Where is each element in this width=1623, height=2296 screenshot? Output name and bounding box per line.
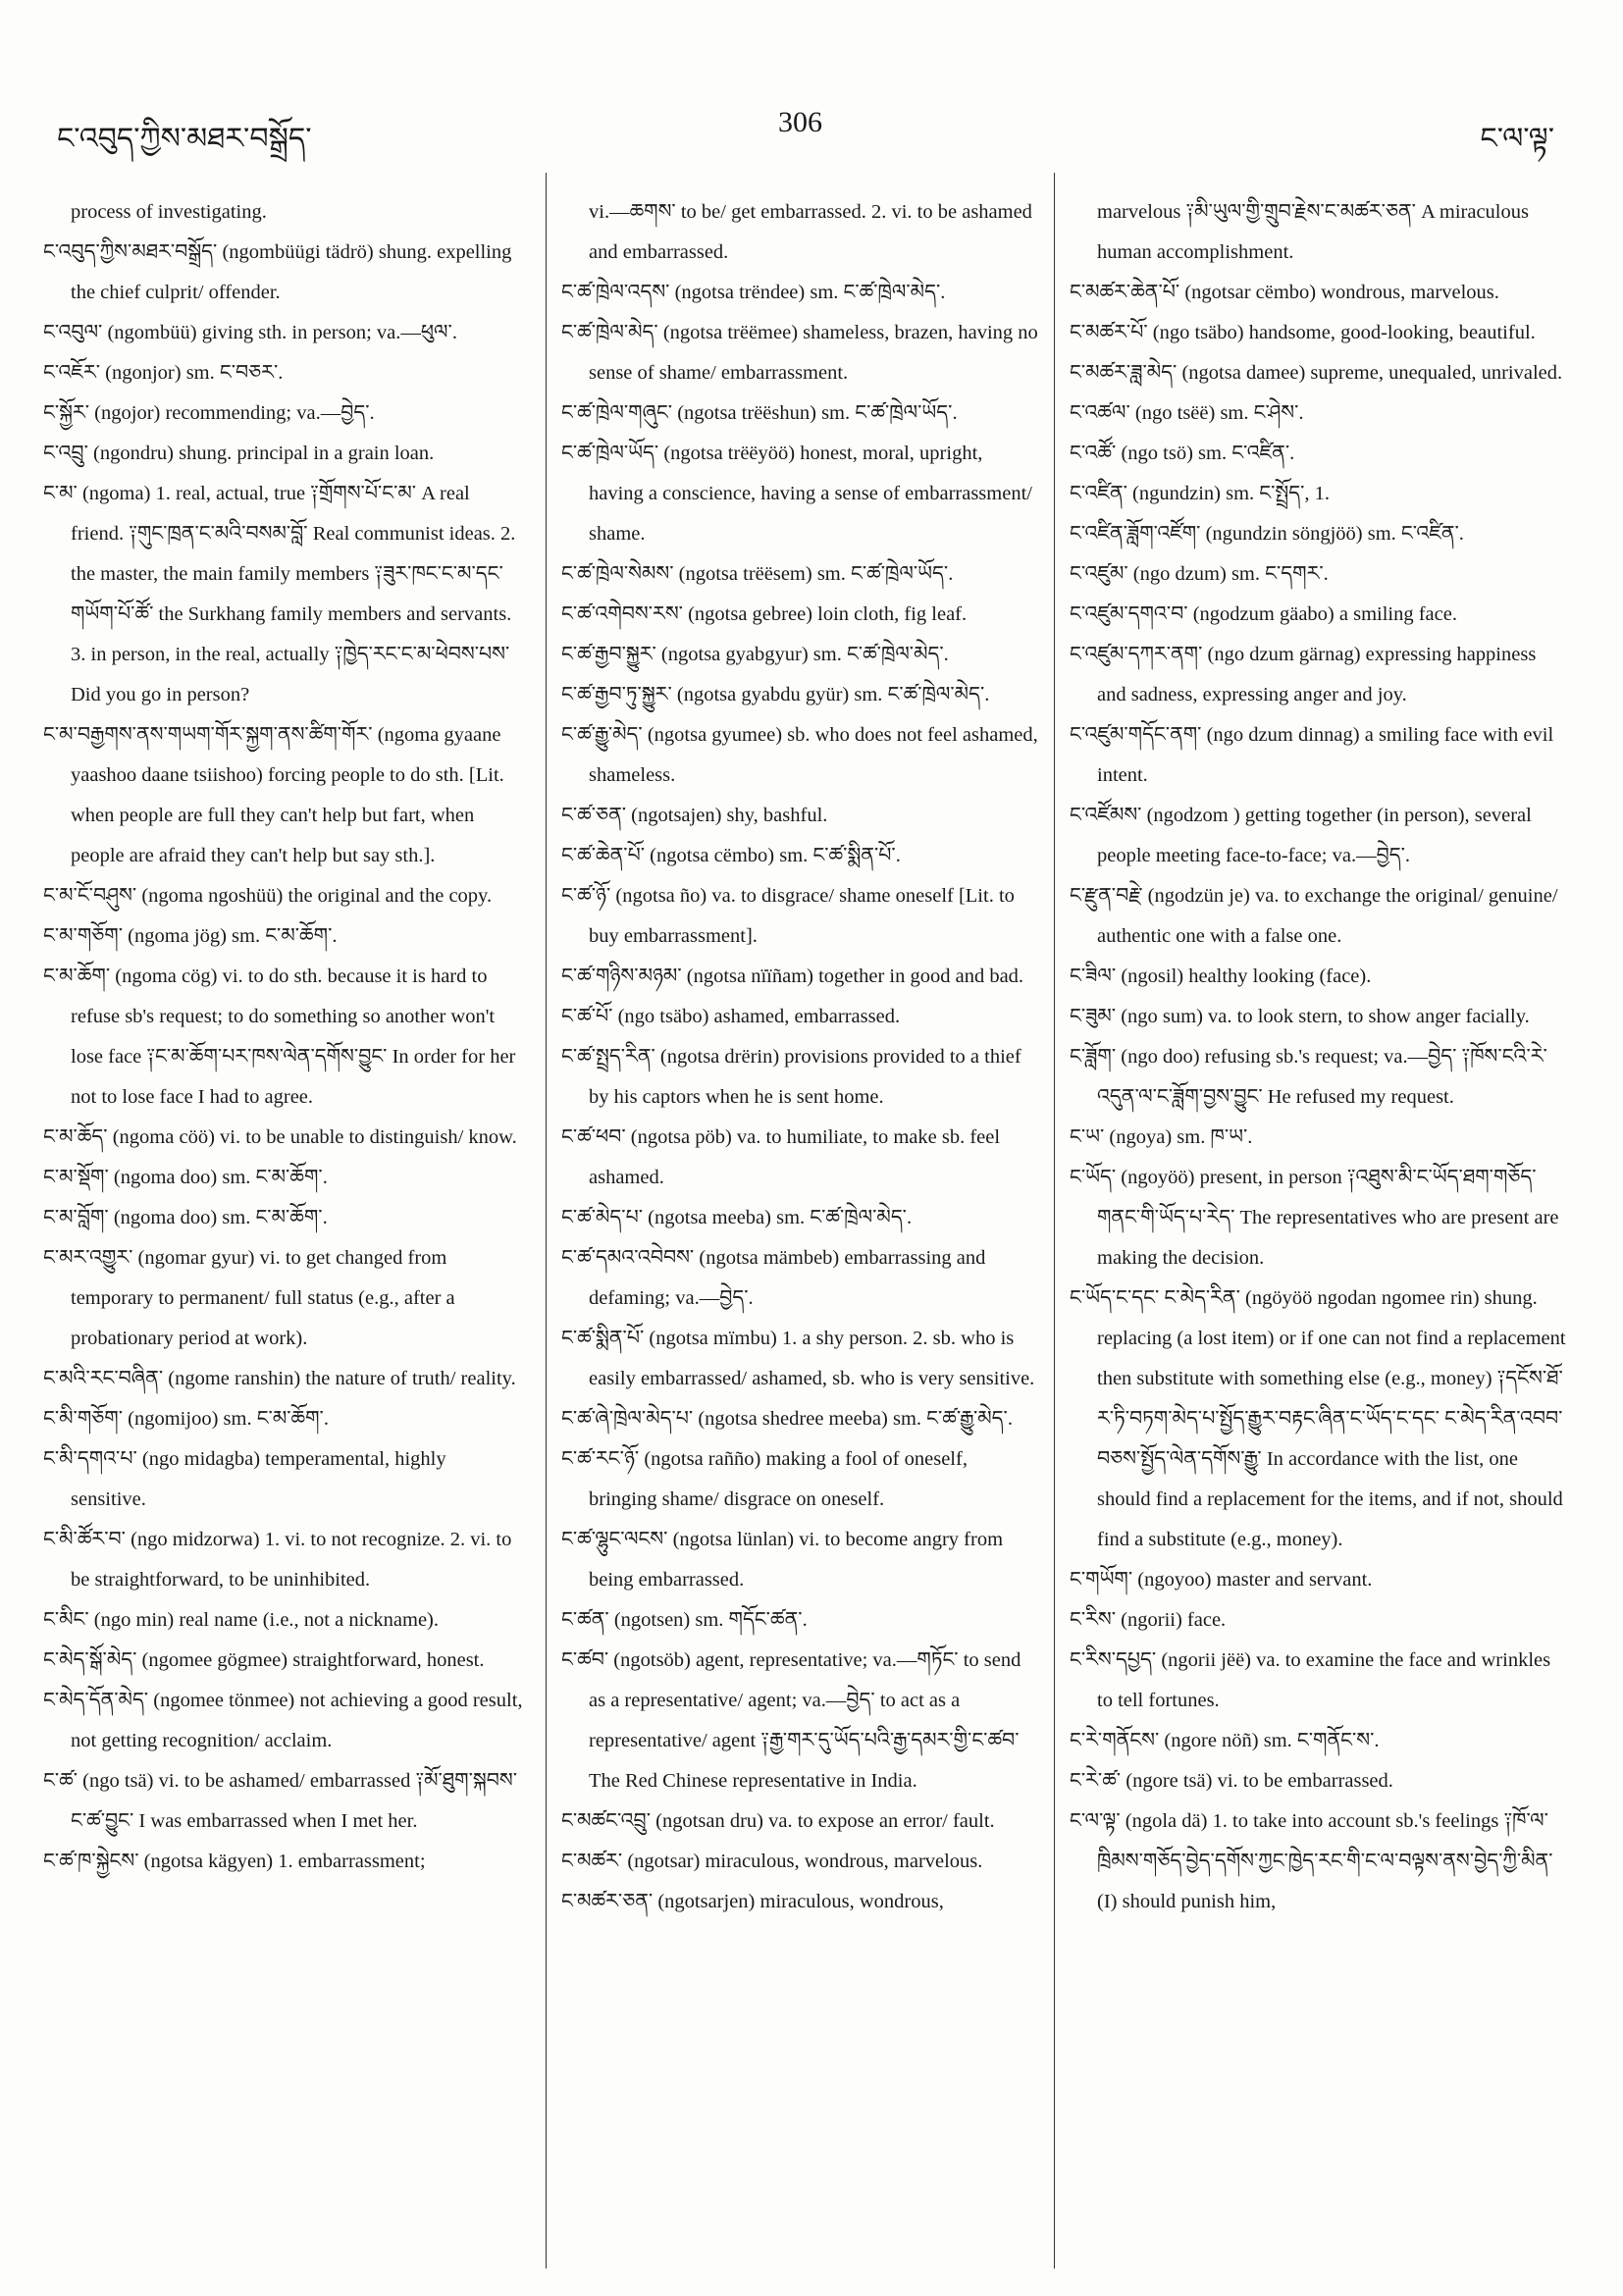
dictionary-entry: ང་ལ་ལྟ་ (ngola dä) 1. to take into account sb.'s feelings ༑ཁོ་ལ་ཁྲིམས་གཅོད་བྱེད་དགོས་ཀྱང་ཁྱེད་རང་གི་ང་ལ་བལྟས་ནས་བྱེད་ཀྱི་མིན་ (I) should punish him, [1070, 1810, 1553, 1912]
dictionary-entry: ང་འབུད་ཀྱིས་མཐར་བསྒྲོད་ (ngombüügi tädrö) shung. expelling the chief culprit/ offender. [43, 241, 512, 303]
dictionary-entry: ང་ཟིལ་ (ngosil) healthy looking (face). [1070, 965, 1372, 987]
dictionary-entry: ང་མཚང་འབྲུ་ (ngotsan dru) va. to expose an error/ fault. [561, 1810, 995, 1832]
dictionary-entry: ང་མའི་རང་བཞིན་ (ngome ranshin) the nature of truth/ reality. [43, 1368, 516, 1389]
dictionary-column-1 [43, 192, 526, 2257]
entry-continuation: process of investigating. [71, 201, 267, 223]
dictionary-entry: ང་མ་ཆོག་ (ngoma cög) vi. to do sth. because it is hard to refuse sb's request; to do something so another won't lose face ༑ང་མ་ཆོག་པར་ཁས་ལེན་དགོས་བྱུང་ In order for her not to lose face I had to agree. [43, 965, 516, 1108]
dictionary-column-2 [561, 192, 1038, 2257]
dictionary-entry: ང་མ་གཅོག་ (ngoma jög) sm. ང་མ་ཆོག་. [43, 925, 338, 947]
dictionary-entry: ང་ཚ་པོ་ (ngo tsäbo) ashamed, embarrassed. [561, 1006, 901, 1027]
dictionary-entry: ང་ཚ་ཉོ་ (ngotsa ño) va. to disgrace/ shame oneself [Lit. to buy embarrassment]. [561, 885, 1015, 947]
dictionary-entry: ང་མེད་དོན་མེད་ (ngomee tönmee) not achieving a good result, not getting recognition/ acclaim. [43, 1690, 523, 1751]
dictionary-entry: ང་མ་སྡོག་ (ngoma doo) sm. ང་མ་ཆོག་. [43, 1167, 328, 1188]
dictionary-entry: ང་མཚར་པོ་ (ngo tsäbo) handsome, good-looking, beautiful. [1070, 322, 1536, 343]
dictionary-entry: ང་ཚ་ཁྲེལ་མེད་ (ngotsa trëëmee) shameless, brazen, having no sense of shame/ embarrassment. [561, 322, 1038, 384]
dictionary-entry: ང་འཇོར་ (ngonjor) sm. ང་བཅར་. [43, 362, 284, 384]
dictionary-entry: ང་ཚ་གཉིས་མཉམ་ (ngotsa nïïñam) together in good and bad. [561, 965, 1024, 987]
entry-continuation: vi.—ཆགས་ to be/ get embarrassed. 2. vi. to be ashamed and embarrassed. [589, 201, 1032, 263]
dictionary-entry: ང་འཛུམ་གདོང་ནག་ (ngo dzum dinnag) a smiling face with evil intent. [1070, 724, 1554, 786]
dictionary-entry: ང་འབྲུ་ (ngondru) shung. principal in a grain loan. [43, 443, 435, 464]
dictionary-entry: ང་ཚ་ཁྲེལ་འདས་ (ngotsa trëndee) sm. ང་ཚ་ཁྲེལ་མེད་. [561, 282, 946, 303]
dictionary-entry: ང་མཚར་ཆེན་པོ་ (ngotsar cëmbo) wondrous, marvelous. [1070, 282, 1499, 303]
dictionary-entry: ང་ཚ་ཆེན་པོ་ (ngotsa cëmbo) sm. ང་ཚ་སྨིན་པོ་. [561, 845, 901, 866]
dictionary-entry: ང་འཛོམས་ (ngodzom ) getting together (in person), several people meeting face-to-face; va.—བྱེད་. [1070, 805, 1532, 866]
dictionary-entry: ང་རིས་ (ngorii) face. [1070, 1609, 1227, 1631]
dictionary-entry: ང་ཚ་རྒྱབ་སྐྱུར་ (ngotsa gyabgyur) sm. ང་ཚ་ཁྲེལ་མེད་. [561, 644, 949, 665]
dictionary-entry: ང་རེ་ཚ་ (ngore tsä) vi. to be embarrassed. [1070, 1770, 1393, 1792]
dictionary-entry: ང་ཡོད་ (ngoyöö) present, in person ༑འཐུས་མི་ང་ཡོད་ཐག་གཅོད་གནང་གི་ཡོད་པ་རེད་ The representatives who are present are making the decision. [1070, 1167, 1559, 1269]
dictionary-entry: ང་འཛིན་ (ngundzin) sm. ང་སྤྲོད་, 1. [1070, 483, 1331, 504]
dictionary-entry: ང་ཚ་རྒྱུ་མེད་ (ngotsa gyumee) sb. who does not feel ashamed, shameless. [561, 724, 1038, 786]
dictionary-entry: ང་ཟློག་ (ngo doo) refusing sb.'s request; va.—བྱེད་ ༑ཁོས་ངའི་རེ་འདུན་ལ་ང་ཟློག་བྱས་བྱུང་ He refused my request. [1070, 1046, 1547, 1108]
dictionary-entry: ང་ཚ་ཁྲེལ་ཡོད་ (ngotsa trëëyöö) honest, moral, upright, having a conscience, having a sense of embarrassment/ shame. [561, 443, 1032, 545]
page-number: 306 [778, 106, 822, 138]
dictionary-entry: ང་ཚ་ཅན་ (ngotsajen) shy, bashful. [561, 805, 828, 826]
running-header-left: ང་འབུད་ཀྱིས་མཐར་བསྒྲོད་ [57, 123, 312, 155]
dictionary-entry: ང་ཚ་དམའ་འབེབས་ (ngotsa mämbeb) embarrassing and defaming; va.—བྱེད་. [561, 1247, 986, 1309]
dictionary-entry: ང་ཚ་ཁྲེལ་སེམས་ (ngotsa trëësem) sm. ང་ཚ་ཁྲེལ་ཡོད་. [561, 563, 954, 585]
dictionary-entry: ང་མ་བློག་ (ngoma doo) sm. ང་མ་ཆོག་. [43, 1207, 328, 1228]
running-header-right: ང་ལ་ལྟ་ [1480, 123, 1554, 155]
dictionary-entry: ང་ཚ་ལྷུང་ལངས་ (ngotsa lünlan) vi. to become angry from being embarrassed. [561, 1529, 1004, 1591]
dictionary-entry: ང་མར་འགྱུར་ (ngomar gyur) vi. to get changed from temporary to permanent/ full status (e.g., after a probationary period at work). [43, 1247, 455, 1349]
dictionary-entry: ང་མེད་སྒོ་མེད་ (ngomee gögmee) straightforward, honest. [43, 1649, 485, 1671]
dictionary-entry: ང་མཚར་ཟླ་མེད་ (ngotsa damee) supreme, unequaled, unrivaled. [1070, 362, 1563, 384]
dictionary-entry: ང་གཡོག་ (ngoyoo) master and servant. [1070, 1569, 1373, 1591]
dictionary-entry: ང་འཚལ་ (ngo tsëë) sm. ང་ཤེས་. [1070, 402, 1304, 424]
dictionary-entry: ང་ཚ་ཁྲེལ་གཞུང་ (ngotsa trëëshun) sm. ང་ཚ་ཁྲེལ་ཡོད་. [561, 402, 958, 424]
dictionary-entry: ང་ཚ་རྒྱབ་ཏུ་སྐྱུར་ (ngotsa gyabdu gyür) sm. ང་ཚ་ཁྲེལ་མེད་. [561, 684, 990, 705]
dictionary-entry: ང་རེ་གནོངས་ (ngore nöñ) sm. ང་གནོང་ས་. [1070, 1730, 1380, 1751]
dictionary-entry: ང་ཡོད་ང་དང་ ང་མེད་རིན་ (ngöyöö ngodan ngomee rin) shung. replacing (a lost item) or if one can not find a replacement then substitute with something else (e.g., money) ༑དངོས་ཐོ་ར་ཏི་བཏག་མེད་པ་སྤྱོད་རྒྱུར་བརྟང་ཞིན་ང་ཡོད་ང་དང་ ང་མེད་རིན་འབབ་བཅས་སྤྱོད་ལེན་དགོས་རྒྱུ་ In accordance with the list, one should find a replacement for the items, and if not, should find a substitute (e.g., money). [1070, 1287, 1566, 1550]
dictionary-entry: ང་མ་ངོ་བཤུས་ (ngoma ngoshüü) the original and the copy. [43, 885, 493, 907]
dictionary-entry: ང་ཚན་ (ngotsen) sm. གདོང་ཚན་. [561, 1609, 808, 1631]
dictionary-column-3 [1070, 192, 1570, 2257]
dictionary-entry: ང་ཚ་ཞེ་ཁྲེལ་མེད་པ་ (ngotsa shedree meeba) sm. ང་ཚ་རྒྱུ་མེད་. [561, 1408, 1013, 1430]
dictionary-entry: ང་ཚ་སྤྲད་རིན་ (ngotsa drërin) provisions provided to a thief by his captors when he is sent home. [561, 1046, 1021, 1108]
dictionary-entry: ང་མི་གཅོག་ (ngomijoo) sm. ང་མ་ཆོག་. [43, 1408, 329, 1430]
column-divider [1054, 173, 1055, 2269]
dictionary-entry: ང་རྫུན་བརྗེ་ (ngodzün je) va. to exchange the original/ genuine/ authentic one with a false one. [1070, 885, 1558, 947]
entry-continuation: marvelous ༑མི་ཡུལ་གྱི་གྲུབ་རྗེས་ང་མཚར་ཅན་ A miraculous human accomplishment. [1097, 201, 1529, 263]
column-divider [546, 173, 547, 2269]
dictionary-entry: ང་འཛུམ་ (ngo dzum) sm. ང་དགར་. [1070, 563, 1329, 585]
dictionary-entry: ང་ཚ་སྨིན་པོ་ (ngotsa mïmbu) 1. a shy person. 2. sb. who is easily embarrassed/ ashamed, sb. who is very sensitive. [561, 1328, 1035, 1389]
dictionary-entry: ང་མི་དགའ་པ་ (ngo midagba) temperamental, highly sensitive. [43, 1448, 446, 1510]
dictionary-entry: ང་ཚ་འགེབས་རས་ (ngotsa gebree) loin cloth, fig leaf. [561, 603, 968, 625]
dictionary-entry: ང་ཚ་རང་ཉོ་ (ngotsa rañño) making a fool of oneself, bringing shame/ disgrace on oneself. [561, 1448, 968, 1510]
dictionary-entry: ང་རིས་དཔྱད་ (ngorii jëë) va. to examine the face and wrinkles to tell fortunes. [1070, 1649, 1551, 1711]
dictionary-entry: ང་ཚ་མེད་པ་ (ngotsa meeba) sm. ང་ཚ་ཁྲེལ་མེད་. [561, 1207, 913, 1228]
dictionary-entry: ང་ཚབ་ (ngotsöb) agent, representative; va.—གཏོང་ to send as a representative/ agent; va.—བྱེད་ to act as a representative/ agent ༑རྒྱ་གར་དུ་ཡོད་པའི་རྒྱ་དམར་གྱི་ང་ཚབ་ The Red Chinese representative in India. [561, 1649, 1021, 1792]
dictionary-entry: ང་ཚ་ (ngo tsä) vi. to be ashamed/ embarrassed ༑མོ་ཐུག་སྐབས་ང་ཚ་བྱུང་ I was embarrassed when I met her. [43, 1770, 518, 1832]
dictionary-entry: ང་འཛིན་ཟློག་འཛོག་ (ngundzin söngjöö) sm. ང་འཛིན་. [1070, 523, 1464, 545]
dictionary-entry: ང་སྐྱོར་ (ngojor) recommending; va.—བྱེད་. [43, 402, 375, 424]
dictionary-entry: ང་ཡ་ (ngoya) sm. ཁ་ཡ་. [1070, 1126, 1253, 1148]
dictionary-entry: ང་འབུལ་ (ngombüü) giving sth. in person; va.—ཕུལ་. [43, 322, 457, 343]
dictionary-entry: ང་མཚར་ཅན་ (ngotsarjen) miraculous, wondrous, [561, 1891, 944, 1912]
dictionary-entry: ང་མ་བརྒྱགས་ནས་གཡག་གོར་སྐྱག་ནས་ཚིག་གོར་ (ngoma gyaane yaashoo daane tsiishoo) forcing people to do sth. [Lit. when people are full they can't help but fart, when people are afraid they can't help but say sth.]. [43, 724, 504, 866]
dictionary-entry: ང་ཚ་ཁ་སྐྱེངས་ (ngotsa kägyen) 1. embarrassment; [43, 1851, 426, 1872]
dictionary-entry: ང་མ་ (ngoma) 1. real, actual, true ༑གྲོགས་པོ་ང་མ་ A real friend. ༑གུང་ཁྲན་ང་མའི་བསམ་བློ་ Real communist ideas. 2. the master, the main family members ༑ཟུར་ཁང་ང་མ་དང་གཡོག་པོ་ཚོ་ the Surkhang family members and servants. 3. in person, in the real, actually ༑ཁྱེད་རང་ང་མ་ཕེབས་པས་ Did you go in person? [43, 483, 516, 705]
dictionary-entry: ང་མ་ཆོད་ (ngoma cöö) vi. to be unable to distinguish/ know. [43, 1126, 517, 1148]
dictionary-entry: ང་མིང་ (ngo min) real name (i.e., not a nickname). [43, 1609, 439, 1631]
dictionary-entry: ང་མཚར་ (ngotsar) miraculous, wondrous, marvelous. [561, 1851, 983, 1872]
dictionary-entry: ང་འཛུམ་དགའ་བ་ (ngodzum gäabo) a smiling face. [1070, 603, 1457, 625]
dictionary-entry: ང་འཚོ་ (ngo tsö) sm. ང་འཛིན་. [1070, 443, 1295, 464]
dictionary-entry: ང་ཚ་ཕབ་ (ngotsa pöb) va. to humiliate, to make sb. feel ashamed. [561, 1126, 1001, 1188]
dictionary-entry: ང་མི་ཚོར་བ་ (ngo midzorwa) 1. vi. to not recognize. 2. vi. to be straightforward, to be uninhibited. [43, 1529, 512, 1591]
dictionary-entry: ང་འཛུམ་དཀར་ནག་ (ngo dzum gärnag) expressing happiness and sadness, expressing anger and joy. [1070, 644, 1537, 705]
dictionary-entry: ང་ཟུམ་ (ngo sum) va. to look stern, to show anger facially. [1070, 1006, 1530, 1027]
